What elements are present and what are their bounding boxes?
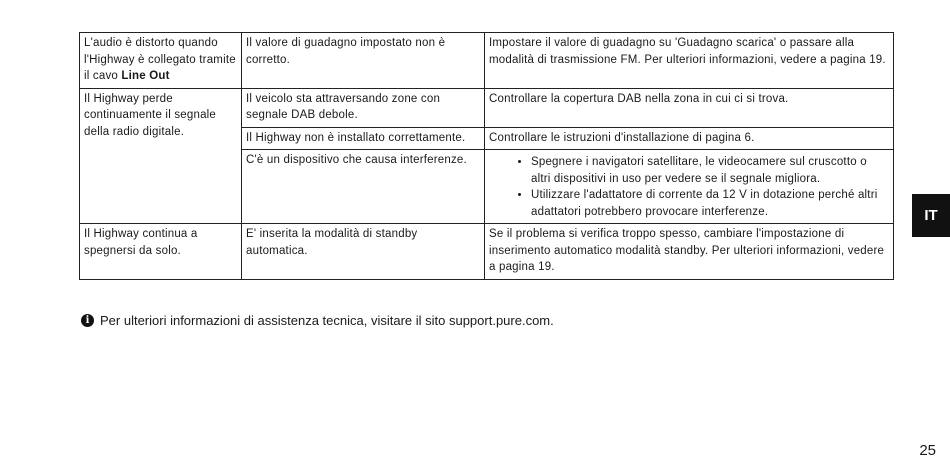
solution-cell xyxy=(485,150,894,224)
table-row xyxy=(80,224,894,280)
solution-bullet: • Spegnere i navigatori satellitare, le videocamere sul cruscotto o altri dispositivi in uso per vedere se il segnale migliora. xyxy=(531,154,889,187)
cause-cell: Il Highway non è installato correttamente. xyxy=(242,127,485,150)
support-note xyxy=(81,313,554,328)
cause-cell: E' inserita la modalità di standby automatica. xyxy=(242,224,485,280)
support-note-text: Per ulteriori informazioni di assistenza tecnica, visitare il sito support.pure.com. xyxy=(100,313,554,328)
solution-cell: Controllare la copertura DAB nella zona in cui ci si trova. xyxy=(485,88,894,127)
info-icon: i xyxy=(81,314,94,327)
solution-bullet-list xyxy=(489,152,889,220)
solution-cell: Controllare le istruzioni d'installazione di pagina 6. xyxy=(485,127,894,150)
table-row xyxy=(80,88,894,127)
troubleshooting-table xyxy=(79,32,894,280)
page-number: 25 xyxy=(919,442,936,459)
problem-cell: Il Highway continua a spegnersi da solo. xyxy=(80,224,242,280)
table-row xyxy=(80,33,894,89)
problem-bold-text: Line Out xyxy=(121,70,170,82)
cause-cell: Il valore di guadagno impostato non è corretto. xyxy=(242,33,485,89)
solution-bullet: • Utilizzare l'adattatore di corrente da 12 V in dotazione perché altri adattatori potrebbero provocare interferenze. xyxy=(531,187,889,220)
problem-text: L'audio è distorto quando l'Highway è collegato tramite il cavo xyxy=(84,37,236,82)
problem-cell xyxy=(80,33,242,89)
cause-cell: Il veicolo sta attraversando zone con segnale DAB debole. xyxy=(242,88,485,127)
language-tab: IT xyxy=(912,194,950,237)
problem-cell: Il Highway perde continuamente il segnale della radio digitale. xyxy=(80,88,242,224)
cause-cell: C'è un dispositivo che causa interferenze. xyxy=(242,150,485,224)
solution-cell: Impostare il valore di guadagno su 'Guadagno scarica' o passare alla modalità di trasmissione FM. Per ulteriori informazioni, vedere a pagina 19. xyxy=(485,33,894,89)
solution-cell: Se il problema si verifica troppo spesso, cambiare l'impostazione di inserimento automatico modalità standby. Per ulteriori informazioni, vedere a pagina 19. xyxy=(485,224,894,280)
